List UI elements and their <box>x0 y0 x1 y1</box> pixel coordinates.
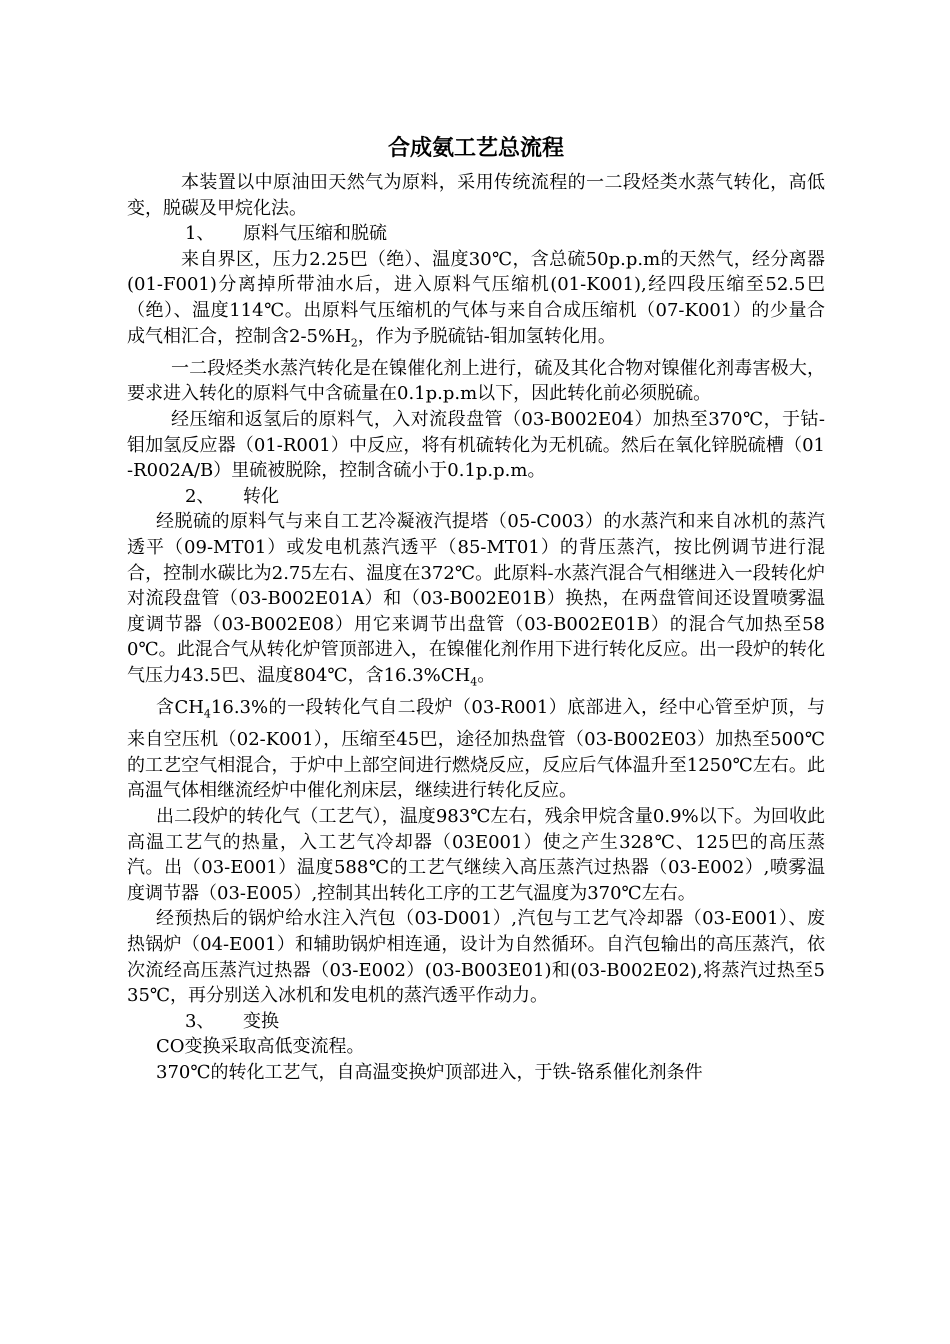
section-heading-text: 转化 <box>243 485 279 507</box>
section-heading-text: 变换 <box>243 1010 279 1032</box>
section-number: 3、 <box>185 1010 215 1032</box>
section2-paragraph-2 <box>127 695 825 804</box>
section-heading-1 <box>127 221 825 247</box>
section2-paragraph-1 <box>127 509 825 695</box>
subscript: 4 <box>470 675 478 689</box>
subscript: 4 <box>203 707 211 721</box>
text-run: 经脱硫的原料气与来自工艺冷凝液汽提塔（05-C003）的水蒸汽和来自冰机的蒸汽透平（09-MT01）或发电机蒸汽透平（85-MT01）的背压蒸汽，按比例调节进行混合，控制水碳比为2.75左右、温度在372℃。此原料-水蒸汽混合气相继进入一段转化炉对流段盘管（03-B002E01A）和（03-B002E01B）换热，在两盘管间还设置喷雾温度调节器（03-B002E08）用它来调节出盘管（03-B002E01B）的混合气加热至580℃。此混合气从转化炉管顶部进入，在镍催化剂作用下进行转化反应。出一段炉的转化气压力43.5巴、温度804℃，含16.3%CH <box>127 511 825 686</box>
section3-paragraph-1: CO变换采取高低变流程。 <box>156 1036 365 1058</box>
section-heading-text: 原料气压缩和脱硫 <box>243 223 387 245</box>
text-run: 。 <box>477 664 496 686</box>
text-run: 来自界区，压力2.25巴（绝）、温度30℃，含总硫50p.p.m的天然气，经分离器(01-F001)分离掉所带油水后，进入原料气压缩机(01-K001),经四段压缩至52.5巴（绝）、温度114℃。出原料气压缩机的气体与来自合成压缩机（07-K001）的少量合成气相汇合，控制含2-5%H <box>127 248 825 347</box>
section1-paragraph-1 <box>127 247 825 356</box>
subscript: 2 <box>350 336 358 350</box>
text-run: ，作为予脱硫钴-钼加氢转化用。 <box>357 325 616 347</box>
section-heading-2 <box>127 484 825 510</box>
section-number: 1、 <box>185 223 215 245</box>
document-page <box>127 128 825 1086</box>
section1-paragraph-3: 经压缩和返氢后的原料气，入对流段盘管（03-B002E04）加热至370℃，于钴-钼加氢反应器（01-R001）中反应，将有机硫转化为无机硫。然后在氧化锌脱硫槽（01-R002A/B）里硫被脱除，控制含硫小于0.1p.p.m。 <box>127 408 825 482</box>
document-title: 合成氨工艺总流程 <box>387 136 564 161</box>
text-run: 含CH <box>156 697 204 719</box>
section-number: 2、 <box>185 485 215 507</box>
intro-paragraph: 本装置以中原油田天然气为原料，采用传统流程的一二段烃类水蒸气转化，高低变，脱碳及甲烷化法。 <box>127 172 825 219</box>
section1-paragraph-2: 一二段烃类水蒸汽转化是在镍催化剂上进行，硫及其化合物对镍催化剂毒害极大，要求进入转化的原料气中含硫量在0.1p.p.m以下，因此转化前必须脱硫。 <box>127 357 825 405</box>
section-heading-3 <box>127 1009 825 1035</box>
section2-paragraph-4: 经预热后的锅炉给水注入汽包（03-D001）,汽包与工艺气冷却器（03-E001）、废热锅炉（04-E001）和辅助锅炉相连通，设计为自然循环。自汽包输出的高压蒸汽，依次流经高压蒸汽过热器（03-E002）(03-B003E01)和(03-B002E02),将蒸汽过热至535℃，再分别送入冰机和发电机的蒸汽透平作动力。 <box>127 908 825 1007</box>
text-run: 16.3%的一段转化气自二段炉（03-R001）底部进入，经中心管至炉顶，与来自空压机（02-K001），压缩至45巴，途径加热盘管（03-B002E03）加热至500℃的工艺空气相混合，于炉中上部空间进行燃烧反应，反应后气体温升至1250℃左右。此高温气体相继流经炉中催化剂床层，继续进行转化反应。 <box>127 697 825 802</box>
section2-paragraph-3: 出二段炉的转化气（工艺气），温度983℃左右，残余甲烷含量0.9%以下。为回收此高温工艺气的热量，入工艺气冷却器（03E001）使之产生328℃、125巴的高压蒸汽。出（03-E001）温度588℃的工艺气继续入高压蒸汽过热器（03-E002）,喷雾温度调节器（03-E005）,控制其出转化工序的工艺气温度为370℃左右。 <box>127 806 825 904</box>
section3-paragraph-2: 370℃的转化工艺气，自高温变换炉顶部进入，于铁-铬系催化剂条件 <box>156 1061 703 1083</box>
